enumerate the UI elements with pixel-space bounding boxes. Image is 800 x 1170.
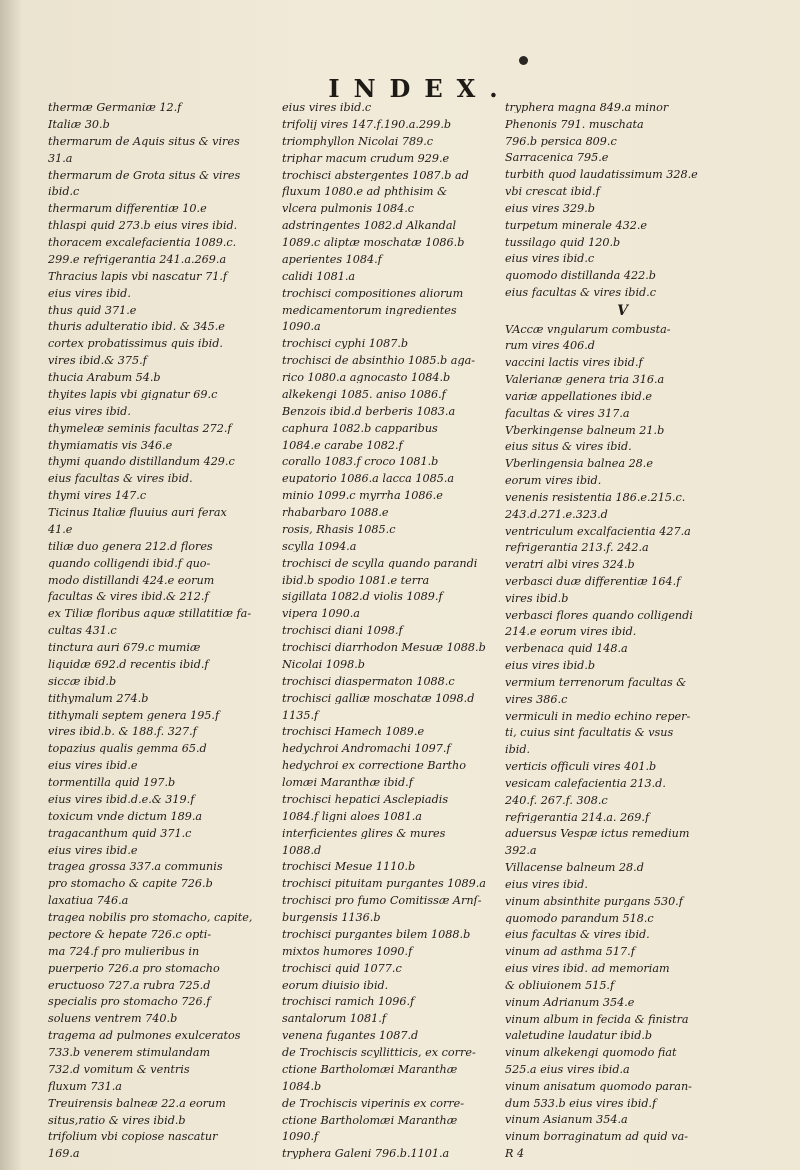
index-entry-line: 796.b persica 809.c: [505, 135, 617, 147]
index-entry-line: vires 386.c: [505, 693, 568, 705]
index-entry-line: Ticinus Italiæ fluuius auri ferax: [48, 507, 227, 519]
index-entry-line: trochisci quid 1077.c: [282, 962, 402, 974]
index-entry-line: vaccini lactis vires ibid.f: [505, 357, 643, 369]
index-entry-line: Italiæ 30.b: [48, 118, 110, 131]
index-entry-line: verbenaca quid 148.a: [505, 643, 628, 655]
index-entry-line: trochisci purgantes bilem 1088.b: [282, 928, 471, 941]
index-entry-line: 240.f. 267.f. 308.c: [505, 794, 608, 806]
index-column-right: [505, 102, 740, 1160]
index-entry-line: ma 724.f pro mulieribus in: [48, 945, 200, 957]
index-entry-line: soluens ventrem 740.b: [48, 1013, 178, 1025]
index-entry-line: turpetum minerale 432.e: [505, 219, 648, 231]
index-entry-line: eius vires ibid.e: [48, 760, 138, 772]
index-entry-line: trochisci cyphi 1087.b: [282, 338, 409, 350]
index-entry-line: eorum diuisio ibid.: [282, 979, 389, 991]
index-entry-line: de Trochiscis scyllitticis, ex corre-: [282, 1047, 476, 1059]
index-entry-line: tragacanthum quid 371.c: [48, 827, 192, 839]
index-entry-line: trochisci diani 1098.f: [282, 625, 403, 637]
index-entry-line: toxicum vnde dictum 189.a: [48, 810, 203, 822]
index-entry-line: thus quid 371.e: [48, 304, 137, 316]
index-entry-line: fluxum 731.a: [48, 1080, 122, 1092]
index-entry-line: lomæi Maranthæ ibid.f: [282, 777, 413, 789]
index-entry-line: R 4: [505, 1148, 525, 1160]
index-entry-line: 1089.c aliptæ moschatæ 1086.b: [282, 237, 465, 249]
index-entry-line: topazius qualis gemma 65.d: [48, 743, 207, 755]
index-entry-line: turbith quod laudatissimum 328.e: [505, 169, 698, 181]
index-entry-line: Treuirensis balneæ 22.a eorum: [48, 1097, 226, 1109]
index-entry-line: trifolij vires 147.f.190.a.299.b: [282, 118, 452, 131]
index-entry-line: 525.a eius vires ibid.a: [505, 1064, 630, 1076]
index-entry-line: tithymali septem genera 195.f: [48, 709, 220, 721]
ink-dot: [519, 56, 528, 65]
index-entry-line: corallo 1083.f croco 1081.b: [282, 456, 439, 468]
index-entry-line: ctione Bartholomæi Maranthæ: [282, 1114, 458, 1126]
index-entry-line: tragea grossa 337.a communis: [48, 861, 223, 873]
index-entry-line: tithymalum 274.b: [48, 692, 149, 704]
index-entry-line: Thracius lapis vbi nascatur 71.f: [48, 270, 228, 282]
index-entry-line: Nicolai 1098.b: [282, 658, 365, 671]
index-entry-line: tragea nobilis pro stomacho, capite,: [48, 912, 253, 924]
index-entry-line: eius facultas & vires ibid.: [48, 473, 193, 485]
index-entry-line: thymi vires 147.c: [48, 490, 147, 502]
index-entry-line: thyites lapis vbi gignatur 69.c: [48, 388, 218, 401]
index-column-left: [48, 102, 270, 1160]
index-entry-line: thlaspi quid 273.b eius vires ibid.: [48, 220, 238, 232]
index-entry-line: calidi 1081.a: [282, 270, 356, 282]
index-entry-line: tormentilla quid 197.b: [48, 777, 176, 789]
index-entry-line: thymeleæ seminis facultas 272.f: [48, 422, 232, 434]
index-entry-line: triphar macum crudum 929.e: [282, 152, 450, 164]
index-entry-line: tryphera Galeni 796.b.1101.a: [282, 1148, 450, 1160]
index-entry-line: trochisci ramich 1096.f: [282, 996, 415, 1008]
index-entry-line: 243.d.271.e.323.d: [505, 508, 608, 520]
index-entry-line: tragema ad pulmones exulceratos: [48, 1030, 241, 1042]
index-entry-line: eius vires ibid.b: [505, 660, 596, 672]
index-entry-line: vinum album in fecida & finistra: [505, 1013, 689, 1025]
index-entry-line: pectore & hepate 726.c opti-: [48, 928, 212, 941]
index-entry-line: vinum borraginatum ad quid va-: [505, 1131, 689, 1143]
index-entry-line: 1135.f: [282, 709, 319, 721]
index-entry-line: cortex probatissimus quis ibid.: [48, 338, 223, 350]
index-entry-line: hedychroi Andromachi 1097.f: [282, 743, 451, 755]
index-entry-line: thermæ Germaniæ 12.f: [48, 102, 182, 114]
index-entry-line: eius vires ibid.c: [505, 253, 595, 265]
index-entry-line: facultas & vires 317.a: [505, 407, 630, 419]
index-entry-line: thoracem excalefacientia 1089.c.: [48, 237, 237, 249]
index-entry-line: ventriculum excalfacientia 427.a: [505, 525, 691, 537]
page-title: INDEX.: [328, 74, 512, 103]
index-entry-line: 392.a: [505, 845, 537, 857]
index-entry-line: Phenonis 791. muschata: [505, 118, 644, 131]
index-entry-line: refrigerantia 214.a. 269.f: [505, 811, 650, 823]
index-entry-line: specialis pro stomacho 726.f: [48, 996, 211, 1008]
index-entry-line: situs,ratio & vires ibid.b: [48, 1114, 186, 1126]
index-entry-line: thucia Arabum 54.b: [48, 372, 161, 384]
index-entry-line: vbi crescat ibid.f: [505, 186, 600, 198]
index-entry-line: ibid.: [505, 744, 531, 756]
index-entry-line: vlcera pulmonis 1084.c: [282, 203, 415, 215]
index-entry-line: trochisci galliæ moschatæ 1098.d: [282, 692, 475, 704]
index-entry-line: trochisci abstergentes 1087.b ad: [282, 169, 469, 181]
index-entry-line: 31.a: [48, 152, 73, 164]
index-entry-line: & obliuionem 515.f: [505, 979, 615, 992]
index-entry-line: 41.e: [48, 523, 73, 536]
index-entry-line: 733.b venerem stimulandam: [48, 1047, 211, 1059]
index-entry-line: 169.a: [48, 1148, 80, 1160]
index-entry-line: quomodo parandum 518.c: [505, 912, 654, 924]
index-entry-line: quando colligendi ibid.f quo-: [48, 557, 211, 569]
index-entry-line: Villacense balneum 28.d: [505, 862, 644, 874]
index-entry-line: modo distillandi 424.e eorum: [48, 574, 215, 586]
index-entry-line: verticis officuli vires 401.b: [505, 761, 657, 773]
index-entry-line: venena fugantes 1087.d: [282, 1030, 419, 1042]
index-entry-line: facultas & vires ibid.& 212.f: [48, 591, 209, 603]
index-entry-line: venenis resistentia 186.e.215.c.: [505, 491, 686, 504]
index-entry-line: vinum absinthite purgans 530.f: [505, 895, 683, 907]
index-entry-line: ctione Bartholomæi Maranthæ: [282, 1063, 458, 1076]
index-entry-line: vires ibid.& 375.f: [48, 355, 147, 367]
index-entry-line: Valerianæ genera tria 316.a: [505, 374, 665, 386]
index-entry-line: trochisci de absinthio 1085.b aga-: [282, 355, 476, 367]
index-entry-line: trochisci Mesue 1110.b: [282, 861, 416, 873]
index-entry-line: 1088.d: [282, 844, 322, 856]
index-entry-line: dum 533.b eius vires ibid.f: [505, 1097, 657, 1109]
index-entry-line: eius vires ibid. ad memoriam: [505, 963, 670, 975]
index-entry-line: burgensis 1136.b: [282, 912, 381, 924]
index-entry-line: fluxum 1080.e ad phthisim &: [282, 186, 448, 198]
index-entry-line: pro stomacho & capite 726.b: [48, 878, 213, 890]
index-entry-line: trochisci hepatici Asclepiadis: [282, 793, 449, 806]
index-entry-line: caphura 1082.b capparibus: [282, 422, 438, 434]
index-entry-line: ibid.c: [48, 186, 80, 198]
index-entry-line: eius facultas & vires ibid.c: [505, 287, 657, 299]
index-entry-line: rosis, Rhasis 1085.c: [282, 523, 396, 536]
index-entry-line: Vberkingense balneum 21.b: [505, 424, 665, 436]
index-entry-line: ti, cuius sint facultatis & vsus: [505, 727, 674, 739]
index-entry-line: cultas 431.c: [48, 625, 117, 637]
index-entry-line: trochisci pro fumo Comitissæ Arnſ-: [282, 895, 482, 907]
index-entry-line: quomodo distillanda 422.b: [505, 270, 656, 282]
index-entry-line: vires ibid.b. & 188.f. 327.f: [48, 726, 197, 738]
index-entry-line: thuris adulteratio ibid. & 345.e: [48, 321, 225, 333]
index-entry-line: thermarum differentiæ 10.e: [48, 203, 207, 215]
index-entry-line: 299.e refrigerantia 241.a.269.a: [48, 253, 227, 266]
index-entry-line: vermiculi in medio echino reper-: [505, 710, 691, 722]
index-entry-line: eorum vires ibid.: [505, 475, 602, 487]
index-entry-line: eius vires 329.b: [505, 202, 595, 215]
index-entry-line: eius vires ibid.c: [282, 102, 372, 114]
index-entry-line: vesicam calefacientia 213.d.: [505, 777, 666, 790]
index-entry-line: rico 1080.a agnocasto 1084.b: [282, 372, 451, 384]
index-entry-line: liquidæ 692.d recentis ibid.f: [48, 658, 209, 671]
index-entry-line: aperientes 1084.f: [282, 253, 382, 266]
index-entry-line: eupatorio 1086.a lacca 1085.a: [282, 473, 455, 485]
index-entry-line: hedychroi ex correctione Bartho: [282, 760, 466, 772]
index-entry-line: Vberlingensia balnea 28.e: [505, 458, 653, 470]
index-column-middle: [282, 102, 494, 1160]
index-entry-line: trochisci diaspermaton 1088.c: [282, 675, 455, 687]
index-entry-line: eructuoso 727.a rubra 725.d: [48, 979, 211, 991]
index-entry-line: mixtos humores 1090.f: [282, 945, 413, 957]
index-entry-line: vermium terrenorum facultas &: [505, 676, 687, 689]
index-entry-line: trochisci diarrhodon Mesuæ 1088.b: [282, 642, 486, 654]
index-entry-line: trochisci de scylla quando parandi: [282, 557, 478, 569]
index-entry-line: eius facultas & vires ibid.: [505, 929, 650, 941]
index-entry-line: rhabarbaro 1088.e: [282, 507, 389, 519]
index-entry-line: santalorum 1081.f: [282, 1013, 386, 1025]
index-entry-line: thymi quando distillandum 429.c: [48, 456, 235, 468]
index-entry-line: siccæ ibid.b: [48, 675, 117, 687]
index-entry-line: Benzois ibid.d berberis 1083.a: [282, 405, 456, 417]
index-entry-line: trifolium vbi copiose nascatur: [48, 1131, 218, 1143]
index-entry-line: thymiamatis vis 346.e: [48, 439, 173, 451]
index-entry-line: refrigerantia 213.f. 242.a: [505, 542, 649, 554]
index-entry-line: ex Tiliæ floribus aquæ stillatitiæ fa-: [48, 608, 252, 620]
index-entry-line: eius vires ibid.: [48, 287, 131, 299]
index-entry-line: eius situs & vires ibid.: [505, 441, 632, 453]
index-entry-line: vinum alkekengi quomodo fiat: [505, 1047, 677, 1059]
index-entry-line: trochisci pituitam purgantes 1089.a: [282, 878, 486, 890]
index-entry-line: eius vires ibid.e: [48, 844, 138, 856]
index-entry-line: thermarum de Aquis situs & vires: [48, 135, 240, 147]
section-letter-heading: V: [617, 303, 628, 318]
page-gutter-shadow: [0, 0, 22, 1170]
index-entry-line: vipera 1090.a: [282, 608, 360, 620]
index-entry-line: vinum Asianum 354.a: [505, 1114, 628, 1126]
index-entry-line: medicamentorum ingredientes: [282, 304, 457, 316]
index-entry-line: tinctura auri 679.c mumiæ: [48, 642, 201, 654]
index-entry-line: scylla 1094.a: [282, 540, 357, 552]
index-entry-line: aduersus Vespæ ictus remedium: [505, 828, 690, 840]
index-entry-line: vinum ad asthma 517.f: [505, 946, 635, 958]
index-entry-line: vinum Adrianum 354.e: [505, 996, 635, 1008]
index-entry-line: adstringentes 1082.d Alkandal: [282, 220, 457, 232]
index-entry-line: 1084.e carabe 1082.f: [282, 439, 403, 451]
index-entry-line: thermarum de Grota situs & vires: [48, 169, 241, 181]
index-entry-line: tussilago quid 120.b: [505, 236, 621, 248]
index-entry-line: valetudine laudatur ibid.b: [505, 1030, 653, 1042]
index-entry-line: eius vires ibid.: [505, 878, 588, 891]
index-entry-line: trochisci Hamech 1089.e: [282, 726, 425, 738]
index-entry-line: ibid.b spodio 1081.e terra: [282, 574, 430, 586]
index-entry-line: vires ibid.b: [505, 592, 569, 605]
index-entry-line: vinum anisatum quomodo paran-: [505, 1080, 692, 1093]
index-entry-line: 1084.f ligni aloes 1081.a: [282, 810, 422, 822]
index-entry-line: veratri albi vires 324.b: [505, 559, 635, 571]
index-entry-line: verbasci flores quando colligendi: [505, 609, 693, 621]
index-entry-line: triomphyllon Nicolai 789.c: [282, 135, 434, 147]
index-entry-line: Sarracenica 795.e: [505, 152, 609, 164]
index-entry-line: eius vires ibid.d.e.& 319.f: [48, 793, 195, 806]
index-entry-line: puerperio 726.a pro stomacho: [48, 962, 220, 974]
index-entry-line: tryphera magna 849.a minor: [505, 102, 669, 114]
index-entry-line: eius vires ibid.: [48, 405, 131, 417]
index-entry-line: rum vires 406.d: [505, 340, 595, 352]
index-entry-line: variæ appellationes ibid.e: [505, 390, 653, 403]
index-entry-line: interficientes glires & mures: [282, 827, 446, 839]
index-entry-line: laxatiua 746.a: [48, 895, 129, 907]
index-entry-line: tiliæ duo genera 212.d flores: [48, 540, 213, 552]
index-entry-line: 214.e eorum vires ibid.: [505, 626, 637, 638]
index-entry-line: 1090.f: [282, 1131, 319, 1143]
index-entry-line: de Trochiscis viperinis ex corre-: [282, 1097, 465, 1109]
index-entry-line: minio 1099.c myrrha 1086.e: [282, 490, 443, 502]
index-entry-line: trochisci compositiones aliorum: [282, 287, 464, 299]
index-entry-line: VAccæ vngularum combusta-: [505, 323, 671, 335]
index-entry-line: sigillata 1082.d violis 1089.f: [282, 591, 443, 603]
index-entry-line: verbasci duæ differentiæ 164.f: [505, 575, 681, 588]
index-entry-line: 1084.b: [282, 1080, 322, 1092]
index-entry-line: alkekengi 1085. aniso 1086.f: [282, 388, 446, 401]
index-entry-line: 1090.a: [282, 321, 321, 333]
index-entry-line: 732.d vomitum & ventris: [48, 1063, 190, 1076]
